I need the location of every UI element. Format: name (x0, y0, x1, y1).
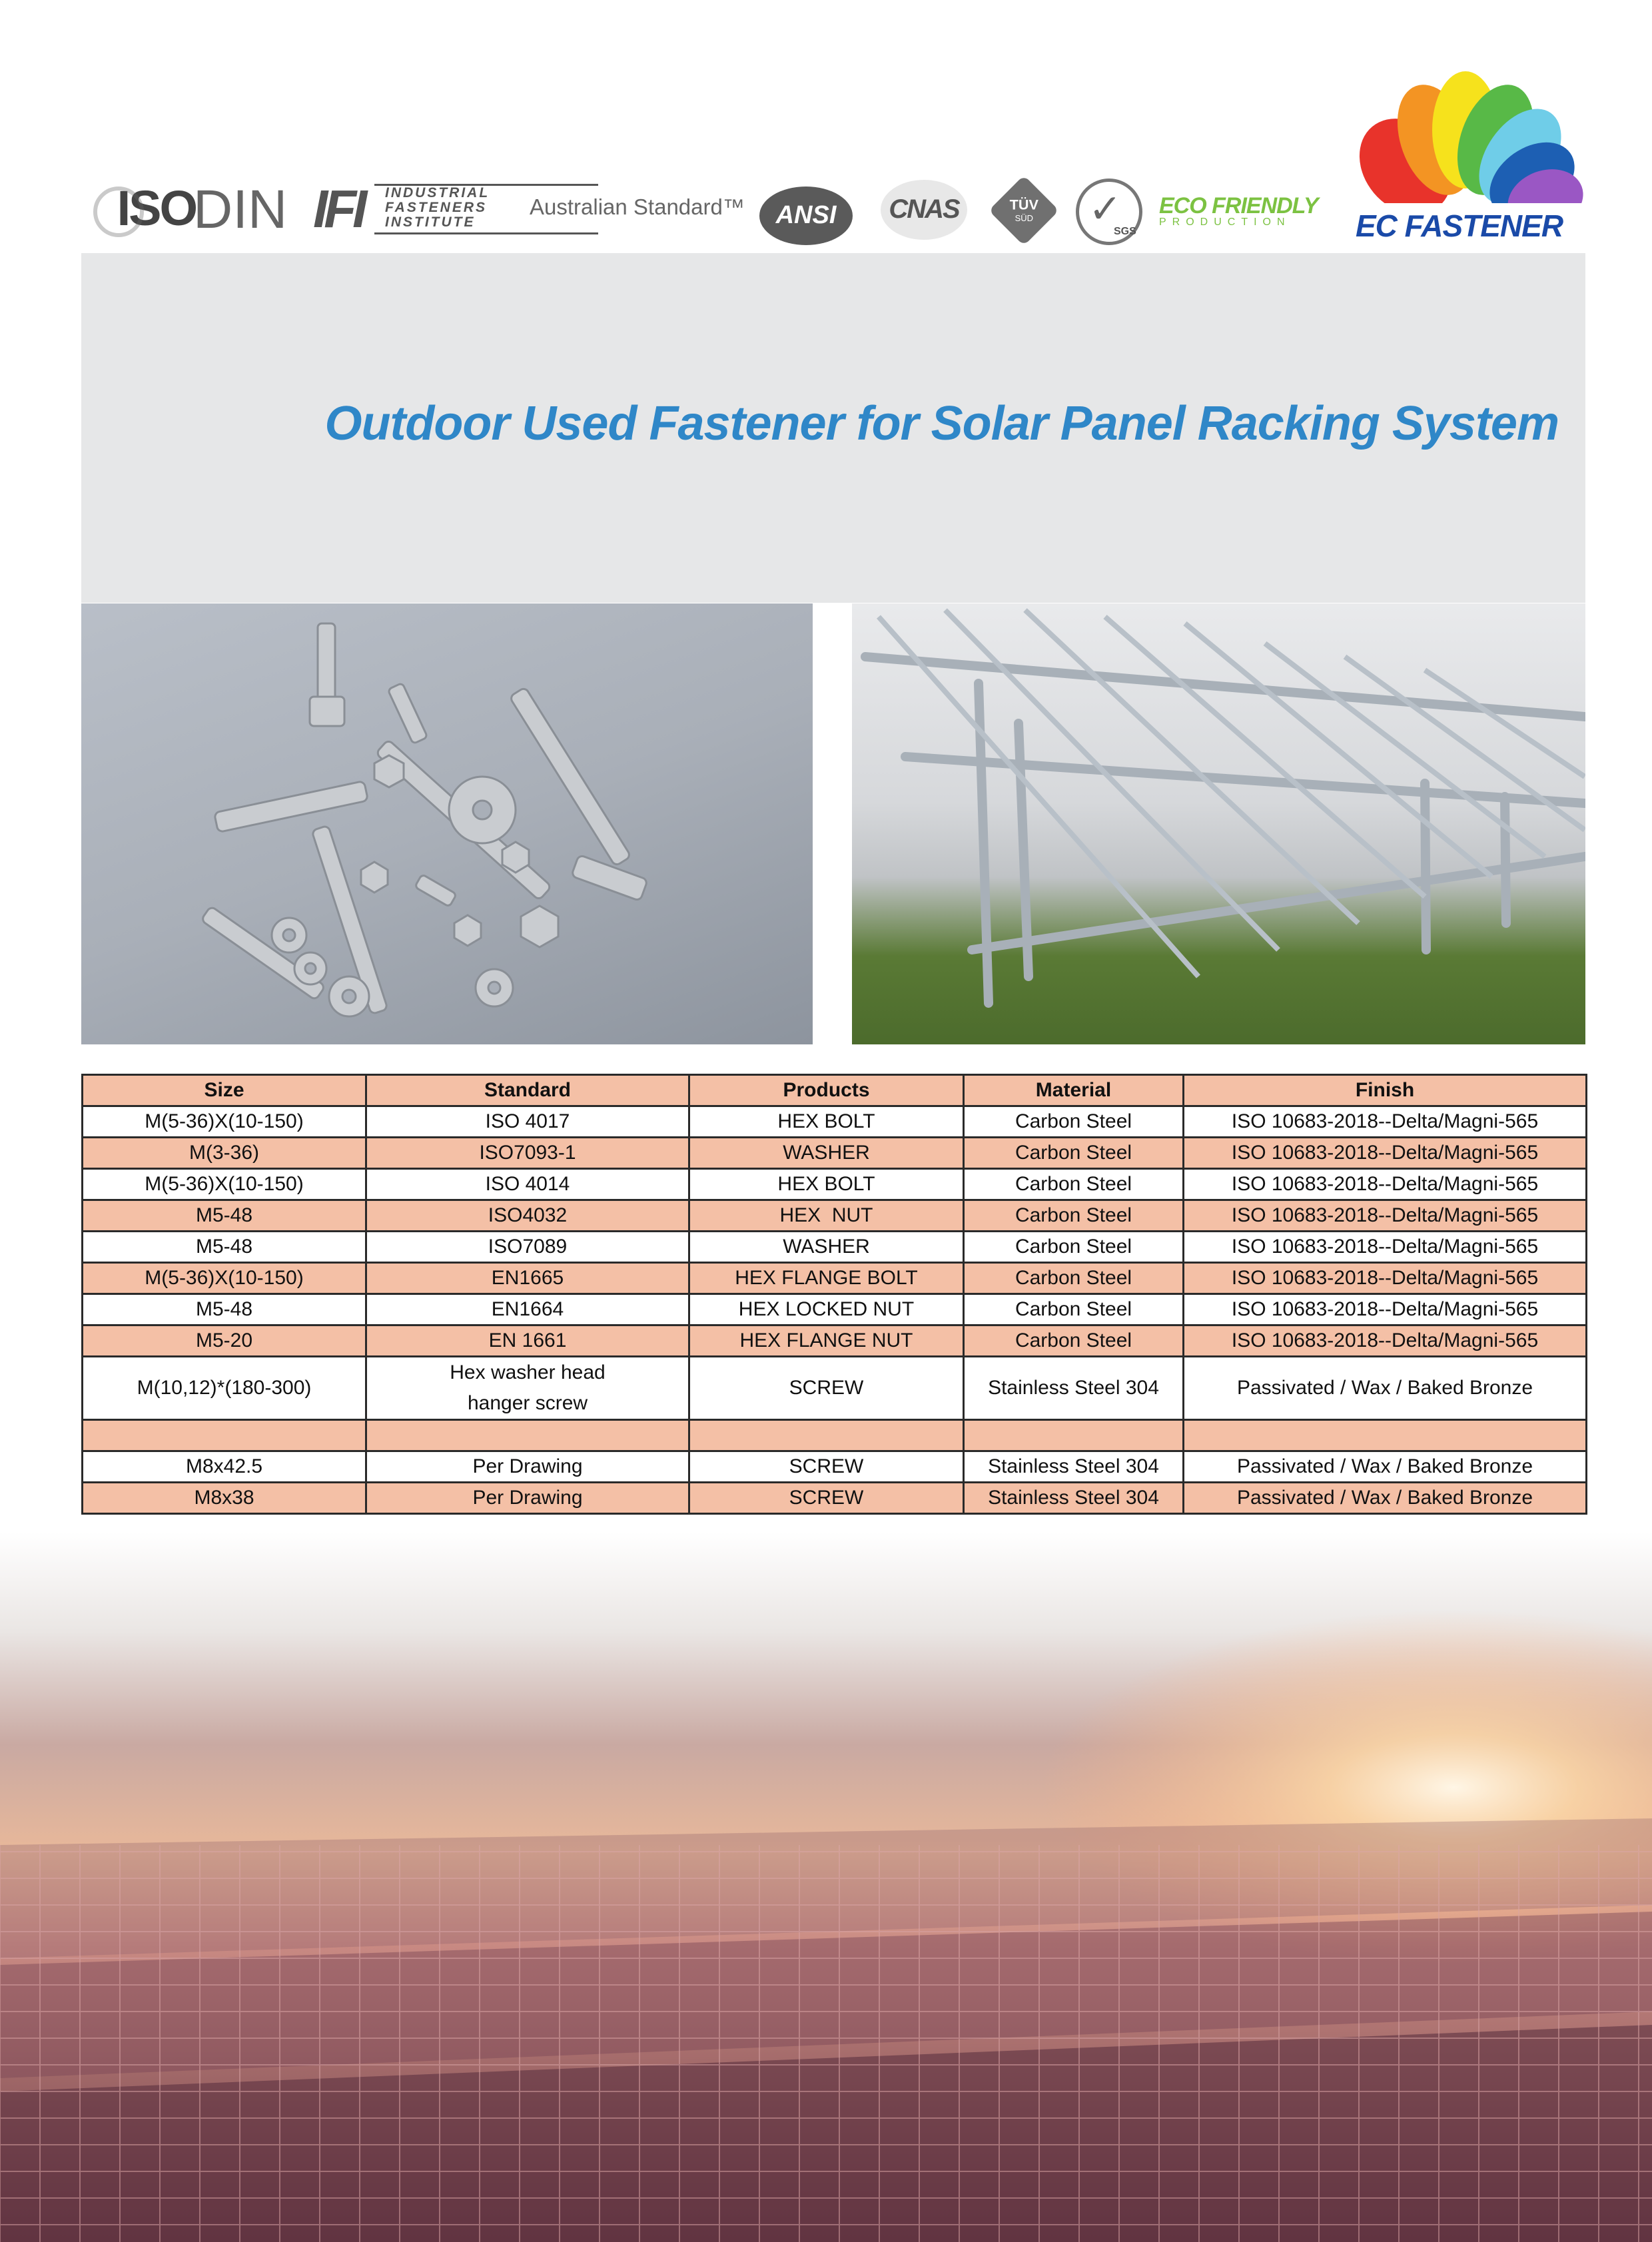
table-row (83, 1106, 1587, 1138)
table-row (83, 1169, 1587, 1200)
product-cell: HEX BOLT (689, 1169, 964, 1200)
globe-icon (93, 187, 144, 237)
australian-standard-logo: Australian Standard™ (530, 194, 745, 219)
material-cell: Carbon Steel (964, 1263, 1184, 1294)
size-cell: M5-48 (83, 1232, 366, 1263)
standard-cell: ISO7093-1 (366, 1138, 689, 1169)
finish-cell: ISO 10683-2018--Delta/Magni-565 (1184, 1200, 1587, 1232)
finish-cell: ISO 10683-2018--Delta/Magni-565 (1184, 1138, 1587, 1169)
material-cell: Stainless Steel 304 (964, 1451, 1184, 1483)
column-header-material: Material (964, 1075, 1184, 1106)
finish-cell (1184, 1420, 1587, 1451)
solar-racking-photo (852, 603, 1585, 1044)
finish-cell: Passivated / Wax / Baked Bronze (1184, 1451, 1587, 1483)
certification-logos (93, 167, 1319, 253)
standard-cell: ISO 4017 (366, 1106, 689, 1138)
finish-cell: Passivated / Wax / Baked Bronze (1184, 1357, 1587, 1420)
table-row (83, 1357, 1587, 1420)
page-title: Outdoor Used Fastener for Solar Panel Racking System (324, 397, 1559, 450)
material-cell: Stainless Steel 304 (964, 1357, 1184, 1420)
solar-field-background (0, 1532, 1652, 2242)
hero-banner (81, 253, 1585, 603)
size-cell: M5-20 (83, 1325, 366, 1357)
size-cell: M8x42.5 (83, 1451, 366, 1483)
finish-cell: Passivated / Wax / Baked Bronze (1184, 1483, 1587, 1514)
checkmark-icon: ✓ (1088, 187, 1122, 231)
material-cell: Stainless Steel 304 (964, 1483, 1184, 1514)
eco-friendly-logo: ECO FRIENDLY PRODUCTION (1159, 193, 1318, 228)
column-header-products: Products (689, 1075, 964, 1106)
table-row (83, 1263, 1587, 1294)
column-header-finish: Finish (1184, 1075, 1587, 1106)
standard-cell (366, 1420, 689, 1451)
fasteners-illustration (81, 603, 813, 1044)
standard-cell: EN 1661 (366, 1325, 689, 1357)
standard-cell: Per Drawing (366, 1451, 689, 1483)
standard-cell: ISO7089 (366, 1232, 689, 1263)
tuv-logo: TÜV SÜD (989, 175, 1059, 246)
iso-logo: ISO (93, 180, 196, 237)
size-cell: M5-48 (83, 1200, 366, 1232)
size-cell (83, 1420, 366, 1451)
product-cell (689, 1420, 964, 1451)
material-cell: Carbon Steel (964, 1200, 1184, 1232)
finish-cell: ISO 10683-2018--Delta/Magni-565 (1184, 1294, 1587, 1325)
table-row (83, 1483, 1587, 1514)
product-cell: WASHER (689, 1138, 964, 1169)
table-row (83, 1232, 1587, 1263)
ansi-logo: ANSI (759, 187, 853, 245)
table-row (83, 1451, 1587, 1483)
standard-cell: ISO4032 (366, 1200, 689, 1232)
ifi-text-box: INDUSTRIAL FASTENERS INSTITUTE (374, 184, 598, 234)
ifi-logo: IFI INDUSTRIAL FASTENERS INSTITUTE (313, 179, 606, 236)
fasteners-photo (81, 603, 813, 1044)
material-cell: Carbon Steel (964, 1106, 1184, 1138)
product-spec-table (81, 1074, 1587, 1515)
product-cell: HEX LOCKED NUT (689, 1294, 964, 1325)
table-row (83, 1294, 1587, 1325)
sgs-logo: ✓ SGS (1076, 179, 1142, 245)
product-cell: SCREW (689, 1451, 964, 1483)
table-row (83, 1200, 1587, 1232)
product-cell: HEX NUT (689, 1200, 964, 1232)
material-cell: Carbon Steel (964, 1169, 1184, 1200)
standard-cell: EN1665 (366, 1263, 689, 1294)
standard-cell: Per Drawing (366, 1483, 689, 1514)
product-cell: HEX BOLT (689, 1106, 964, 1138)
table-row (83, 1325, 1587, 1357)
product-cell: WASHER (689, 1232, 964, 1263)
material-cell (964, 1420, 1184, 1451)
table-row-empty (83, 1420, 1587, 1451)
finish-cell: ISO 10683-2018--Delta/Magni-565 (1184, 1169, 1587, 1200)
size-cell: M(5-36)X(10-150) (83, 1263, 366, 1294)
finish-cell: ISO 10683-2018--Delta/Magni-565 (1184, 1232, 1587, 1263)
racking-illustration (852, 603, 1585, 1044)
column-header-size: Size (83, 1075, 366, 1106)
size-cell: M5-48 (83, 1294, 366, 1325)
size-cell: M(10,12)*(180-300) (83, 1357, 366, 1420)
standard-cell: EN1664 (366, 1294, 689, 1325)
material-cell: Carbon Steel (964, 1325, 1184, 1357)
standard-cell: ISO 4014 (366, 1169, 689, 1200)
table-row (83, 1138, 1587, 1169)
size-cell: M(5-36)X(10-150) (83, 1106, 366, 1138)
solar-panel-rows (0, 1818, 1652, 2242)
size-cell: M(5-36)X(10-150) (83, 1169, 366, 1200)
product-cell: HEX FLANGE NUT (689, 1325, 964, 1357)
din-logo: DIN (193, 179, 288, 240)
finish-cell: ISO 10683-2018--Delta/Magni-565 (1184, 1106, 1587, 1138)
product-cell: HEX FLANGE BOLT (689, 1263, 964, 1294)
material-cell: Carbon Steel (964, 1138, 1184, 1169)
material-cell: Carbon Steel (964, 1294, 1184, 1325)
finish-cell: ISO 10683-2018--Delta/Magni-565 (1184, 1263, 1587, 1294)
product-cell: SCREW (689, 1483, 964, 1514)
column-header-standard: Standard (366, 1075, 689, 1106)
brand-name: EC FASTENER (1356, 208, 1563, 243)
size-cell: M(3-36) (83, 1138, 366, 1169)
standard-cell: Hex washer head hanger screw (366, 1357, 689, 1420)
finish-cell: ISO 10683-2018--Delta/Magni-565 (1184, 1325, 1587, 1357)
product-cell: SCREW (689, 1357, 964, 1420)
cnas-logo: CNAS (881, 180, 967, 240)
material-cell: Carbon Steel (964, 1232, 1184, 1263)
size-cell: M8x38 (83, 1483, 366, 1514)
table-header-row (83, 1075, 1587, 1106)
